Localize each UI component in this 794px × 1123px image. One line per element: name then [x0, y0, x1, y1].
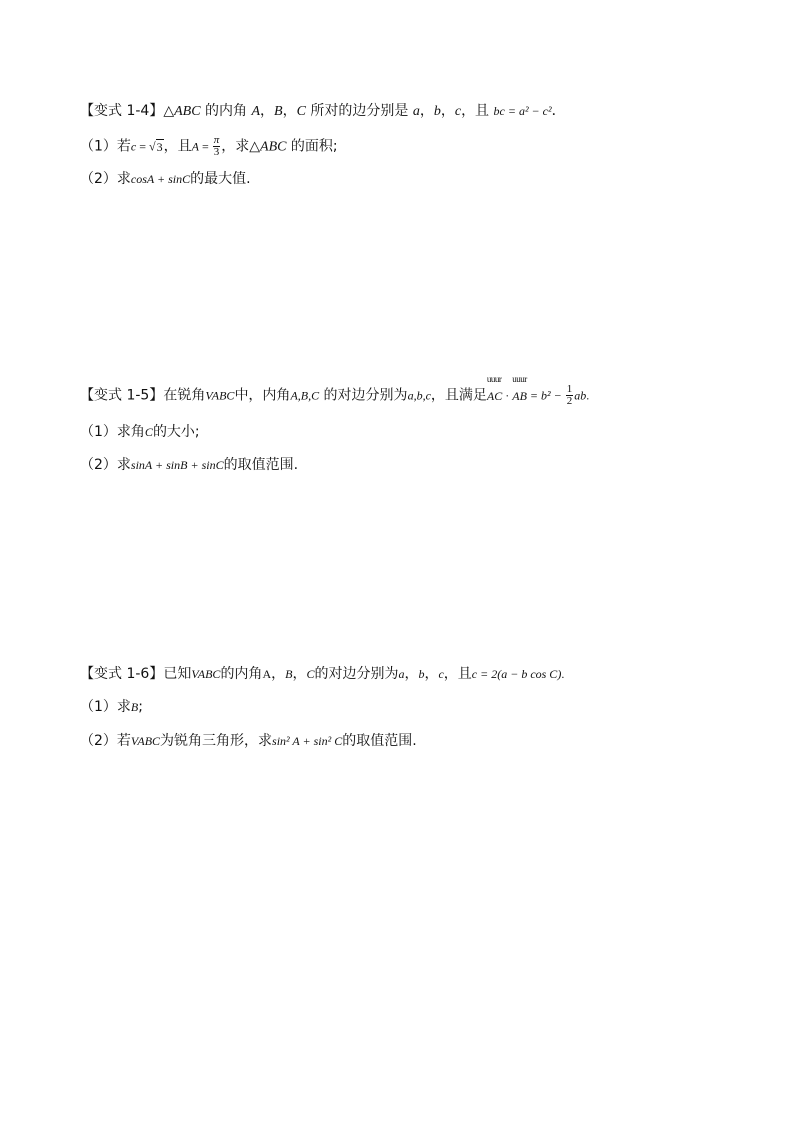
- math-expr: sinA + sinB + sinC: [130, 458, 224, 472]
- math-expr: a,b,c: [407, 388, 431, 403]
- math-expr: ab: [574, 388, 587, 403]
- vector-label: AB: [512, 388, 527, 403]
- stem-text: 的内角: [220, 666, 263, 682]
- math-expr: cosA + sinC: [130, 172, 191, 186]
- stem-text: ，且: [163, 138, 192, 155]
- problem-title: 【变式 1-4】: [80, 103, 164, 119]
- math-op: =: [136, 139, 150, 154]
- problem-1-4-stem: [80, 101, 566, 122]
- problem-1-4-q1: [80, 135, 338, 158]
- stem-text: 的大小;: [152, 424, 200, 440]
- stem-text: 的取值范围.: [223, 457, 299, 473]
- math-expr: C: [306, 667, 315, 681]
- stem-text: 所对的边分别是: [305, 103, 413, 119]
- math-expr: a: [412, 104, 420, 119]
- math-expr: = b² −: [526, 388, 565, 403]
- math-expr: △ABC: [249, 139, 287, 155]
- math-expr: ABC: [174, 104, 201, 119]
- question-label: （2）求: [80, 457, 131, 473]
- stem-text: 的最大值.: [190, 171, 251, 187]
- stem-text: 的对边分别为: [319, 387, 408, 404]
- problem-1-6-q2: [80, 731, 417, 751]
- problem-1-5-stem: [80, 373, 590, 407]
- math-expr: sin² A + sin² C: [272, 734, 343, 748]
- stem-text: 的对边分别为: [314, 666, 399, 682]
- vector-label: AC: [486, 388, 503, 403]
- stem-text: 的取值范围.: [342, 733, 417, 749]
- stem-text: ，且: [443, 666, 472, 682]
- math-expr: a: [398, 667, 405, 681]
- sqrt-radicand: 3: [156, 139, 163, 154]
- math-expr: bc = a² − c²: [493, 104, 552, 118]
- stem-text: ，求: [221, 138, 250, 155]
- math-expr: c = 2(a − b cos C): [471, 667, 562, 681]
- problem-1-4-q2: [80, 169, 251, 189]
- stem-text: △: [163, 103, 175, 119]
- math-expr: b: [418, 667, 425, 681]
- math-expr: B: [285, 667, 293, 681]
- stem-text: 为锐角三角形，求: [160, 733, 273, 749]
- question-label: （1）求角: [80, 424, 145, 440]
- problem-title: 【变式 1-5】: [80, 387, 164, 404]
- stem-text: ，: [419, 103, 434, 119]
- math-expr: B: [130, 700, 139, 714]
- question-label: （1）若: [80, 138, 131, 155]
- question-label: （2）求: [80, 171, 131, 187]
- vector-ab: [512, 373, 527, 406]
- math-expr: A,B,C: [290, 388, 320, 403]
- math-expr: VABC: [130, 734, 161, 748]
- stem-text: ，: [260, 103, 275, 119]
- problem-1-5-q2: [80, 455, 298, 475]
- stem-text: ，且: [461, 103, 494, 119]
- stem-text: ，且满足: [430, 387, 487, 404]
- stem-text: .: [586, 388, 590, 403]
- stem-text: ，: [271, 666, 286, 682]
- sqrt-expr: √3: [149, 139, 163, 154]
- fraction-numerator: 1: [566, 383, 573, 395]
- stem-text: ;: [138, 699, 143, 715]
- vector-arrow-mark: uuur: [512, 373, 527, 384]
- math-expr: C: [296, 104, 306, 119]
- stem-text: 已知: [163, 666, 192, 682]
- math-expr: VABC: [205, 388, 235, 403]
- math-expr: A: [251, 104, 261, 119]
- stem-text: ，: [440, 103, 455, 119]
- stem-text: ，: [404, 666, 419, 682]
- stem-text: ，: [292, 666, 307, 682]
- math-expr: VABC: [191, 667, 221, 681]
- fraction: [213, 135, 221, 158]
- question-label: （2）若: [80, 733, 131, 749]
- math-expr: A: [262, 667, 272, 681]
- problem-1-6-stem: [80, 664, 564, 684]
- math-expr: c: [438, 667, 444, 681]
- stem-text: .: [561, 667, 565, 681]
- vector-ac: [486, 373, 503, 406]
- math-expr: A: [191, 139, 199, 154]
- math-op: =: [198, 139, 212, 154]
- fraction-denominator: 3: [213, 146, 220, 158]
- math-expr: B: [274, 104, 283, 119]
- problem-1-5-q1: [80, 422, 200, 442]
- stem-text: ．: [551, 103, 566, 119]
- math-expr: b: [433, 104, 441, 119]
- stem-text: 在锐角: [163, 387, 206, 404]
- fraction-numerator: π: [213, 134, 220, 146]
- stem-text: 中，内角: [234, 387, 291, 404]
- stem-text: ，: [424, 666, 439, 682]
- vector-arrow-mark: uuur: [486, 373, 502, 384]
- stem-text: 的面积;: [286, 138, 338, 155]
- math-expr: c: [454, 104, 462, 119]
- math-op: ·: [502, 388, 513, 403]
- math-expr: C: [144, 425, 153, 439]
- fraction-denominator: 2: [566, 395, 573, 407]
- question-label: （1）求: [80, 699, 131, 715]
- math-expr: c: [130, 139, 137, 154]
- fraction: [566, 384, 574, 407]
- problem-title: 【变式 1-6】: [80, 666, 164, 682]
- stem-text: 的内角: [200, 103, 252, 119]
- problem-1-6-q1: [80, 697, 143, 717]
- stem-text: ，: [282, 103, 297, 119]
